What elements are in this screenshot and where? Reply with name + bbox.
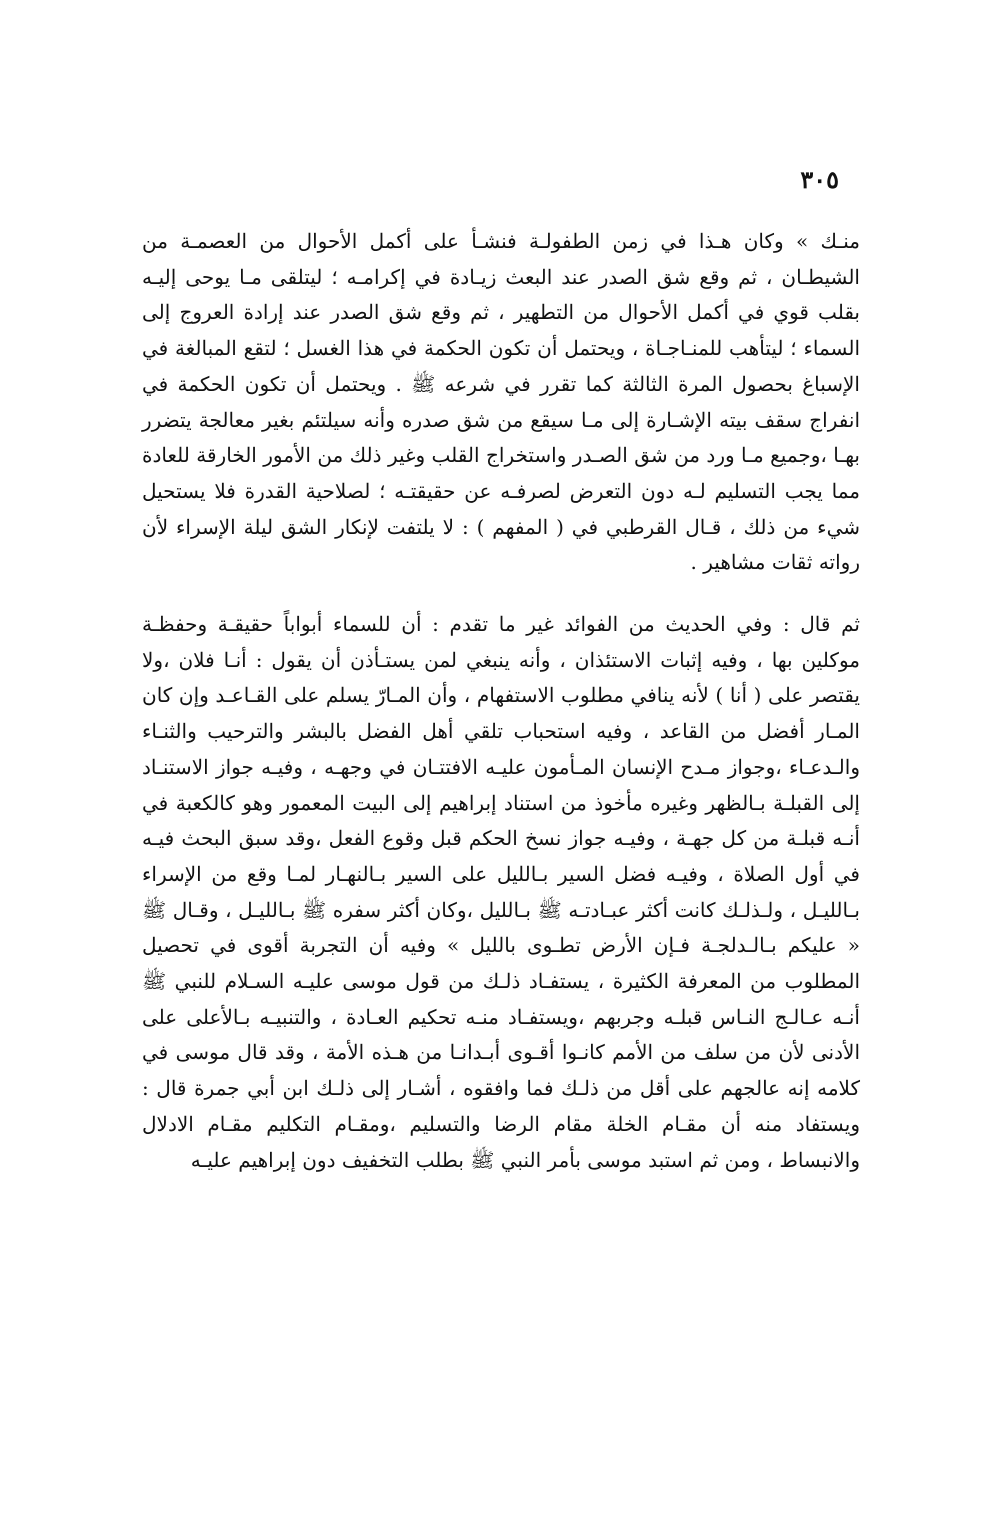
paragraph-2: ثم قال : وفي الحديث من الفوائد غير ما تقدم : أن للسماء أبواباً حقيقـة وحفظـة موكلين بها ، وفيه إثبات الاستئذان ، وأنه ينبغي لمن يستـأذن أن يقول : أنـا فلان ،ولا يقتصر على ( أنا ) لأنه ينافي مطلوب الاستفهام ، وأن المـارّ يسلم على القـاعـد وإن كان المـار أفضل من القاعد ، وفيه استحباب تلقي أهل الفضل بالبشر والترحيب والثنـاء والـدعـاء ،وجواز مـدح الإنسان المـأمون عليـه الافتتـان في وجهـه ، وفيـه جواز الاستنـاد إلى القبلـة بـالظهر وغيره مأخوذ من استناد إبراهيم إلى البيت المعمور وهو كالكعبة في أنـه قبلـة من كل جهـة ، وفيـه جواز نسخ الحكم قبل وقوع الفعل ،وقد سبق البحث فيـه في أول الصلاة ، وفيـه فضل السير بـالليل على السير بـالنهـار لمـا وقع من الإسراء بـالليـل ، ولـذلـك كانت أكثر عبـادتـه ﷺ بـالليل ،وكان أكثر سفره ﷺ بـالليـل ، وقـال ﷺ « عليكم بـالـدلجـة فـإن الأرض تطـوى بالليل » وفيه أن التجربة أقوى في تحصيل المطلوب من المعرفة الكثيرة ، يستفـاد ذلـك من قول موسى عليـه السـلام للنبي ﷺ أنـه عـالـج النـاس قبلـه وجربهم ،ويستفـاد منـه تحكيم العـادة ، والتنبيـه بـالأعلى على الأدنى لأن من سلف من الأمم كانـوا أقـوى أبـدانـا من هـذه الأمة ، وقد قال موسى في كلامه إنه عالجهم على أقل من ذلـك فما وافقوه ، أشـار إلى ذلـك ابن أبي جمرة قال : ويستفاد منه أن مقـام الخلة مقام الرضا والتسليم ،ومقـام التكليم مقـام الادلال والانبساط ، ومن ثم استبد موسى بأمر النبي ﷺ بطلب التخفيف دون إبراهيم عليـه bbox=[142, 612, 860, 1172]
body-text bbox=[142, 224, 860, 1178]
page-number: ٣٠٥ bbox=[800, 165, 839, 194]
paragraph-1: منـك » وكان هـذا في زمن الطفولـة فنشـأ على أكمل الأحوال من العصمـة من الشيطـان ، ثم وقع شق الصدر عند البعث زيـادة في إكرامـه ؛ ليتلقى مـا يوحى إليـه بقلب قوي في أكمل الأحوال من التطهير ، ثم وقع شق الصدر عند إرادة العروج إلى السماء ؛ ليتأهب للمنـاجـاة ، ويحتمل أن تكون الحكمة في هذا الغسل ؛ لتقع المبالغة في الإسباغ بحصول المرة الثالثة كما تقرر في شرعه ﷺ . ويحتمل أن تكون الحكمة في انفراج سقف بيته الإشـارة إلى مـا سيقع من شق صدره وأنه سيلتئم بغير معالجة يتضرر بهـا ،وجميع مـا ورد من شق الصـدر واستخراج القلب وغير ذلك من الأمور الخارقة للعادة مما يجب التسليم لـه دون التعرض لصرفـه عن حقيقتـه ؛ لصلاحية القدرة فلا يستحيل شيء من ذلك ، قـال القرطبي في ( المفهم ) : لا يلتفت لإنكار الشق ليلة الإسراء لأن رواته ثقات مشاهير . bbox=[142, 229, 861, 575]
